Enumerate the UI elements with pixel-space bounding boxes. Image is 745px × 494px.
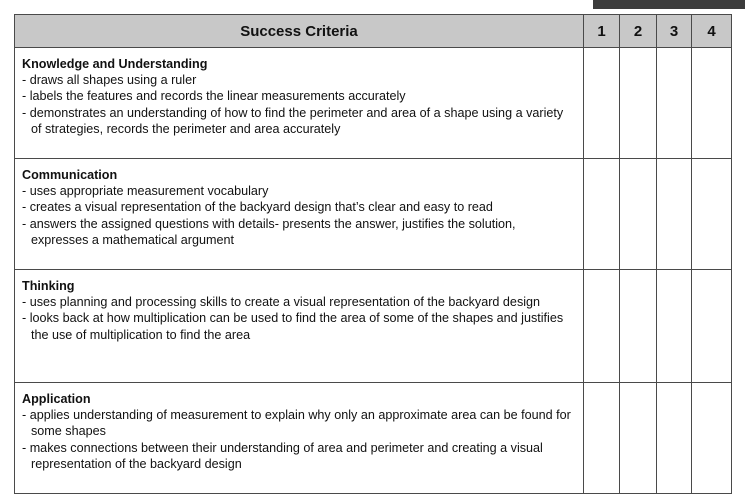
level-1-header: 1 <box>584 15 620 48</box>
criterion-item: - makes connections between their understanding of area and perimeter and creating a visual representation of the backyard design <box>22 440 543 471</box>
criterion-item: - creates a visual representation of the backyard design that’s clear and easy to read <box>22 200 493 215</box>
score-cell-3[interactable] <box>657 159 692 270</box>
criteria-cell-knowledge <box>15 48 584 159</box>
score-cell-2[interactable] <box>620 383 657 494</box>
score-cell-3[interactable] <box>657 383 692 494</box>
criteria-cell-application <box>15 383 584 494</box>
criteria-header: Success Criteria <box>15 15 584 48</box>
criterion-item: - looks back at how multiplication can be used to find the area of some of the shapes and justifies the use of multiplication to find the area <box>22 311 564 342</box>
success-criteria-table <box>14 14 732 494</box>
criterion-item: - labels the features and records the linear measurements accurately <box>22 89 406 104</box>
score-cell-4[interactable] <box>692 159 732 270</box>
score-cell-4[interactable] <box>692 48 732 159</box>
score-cell-4[interactable] <box>692 383 732 494</box>
score-cell-3[interactable] <box>657 48 692 159</box>
level-2-header: 2 <box>620 15 657 48</box>
category-title: Thinking <box>22 279 75 293</box>
score-cell-1[interactable] <box>584 48 620 159</box>
score-cell-3[interactable] <box>657 270 692 383</box>
category-title: Knowledge and Understanding <box>22 57 208 71</box>
window-top-bar <box>593 0 745 9</box>
criterion-item: - demonstrates an understanding of how to find the perimeter and area of a shape using a variety of strategies, records the perimeter and area accurately <box>22 105 564 136</box>
table-row <box>15 48 732 159</box>
category-title: Application <box>22 392 91 406</box>
score-cell-4[interactable] <box>692 270 732 383</box>
table-row <box>15 159 732 270</box>
score-cell-1[interactable] <box>584 270 620 383</box>
score-cell-2[interactable] <box>620 270 657 383</box>
level-3-header: 3 <box>657 15 692 48</box>
table-header-row <box>15 15 732 48</box>
criterion-item: - answers the assigned questions with details- presents the answer, justifies the solution, expresses a mathematical argument <box>22 216 516 247</box>
table-row <box>15 270 732 383</box>
score-cell-2[interactable] <box>620 48 657 159</box>
category-title: Communication <box>22 168 118 182</box>
score-cell-2[interactable] <box>620 159 657 270</box>
criterion-item: - draws all shapes using a ruler <box>22 73 197 88</box>
criterion-item: - uses planning and processing skills to create a visual representation of the backyard design <box>22 295 541 310</box>
criteria-cell-thinking <box>15 270 584 383</box>
table-row <box>15 383 732 494</box>
criterion-item: - uses appropriate measurement vocabulary <box>22 184 269 199</box>
criteria-cell-communication <box>15 159 584 270</box>
score-cell-1[interactable] <box>584 159 620 270</box>
criterion-item: - applies understanding of measurement to explain why only an approximate area can be found for some shapes <box>22 408 571 439</box>
score-cell-1[interactable] <box>584 383 620 494</box>
level-4-header: 4 <box>692 15 732 48</box>
